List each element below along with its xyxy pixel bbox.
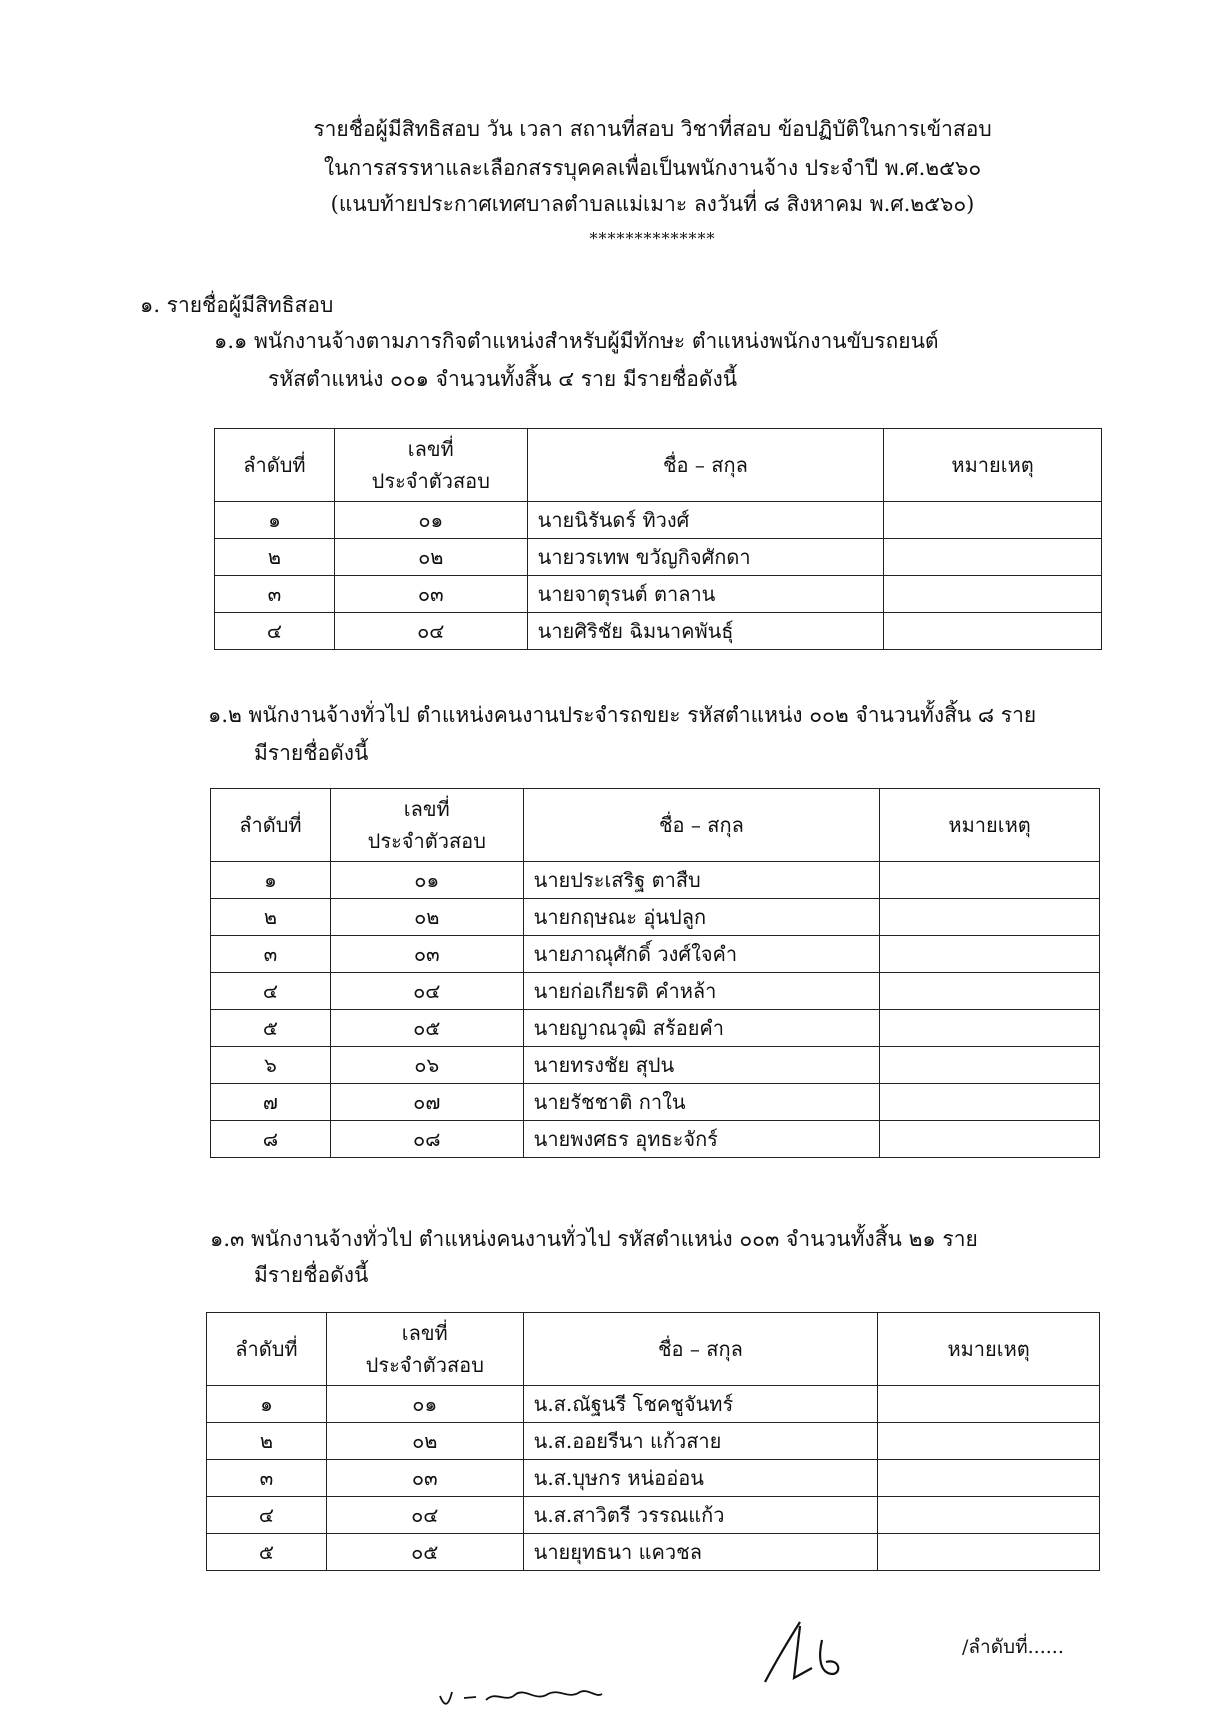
sub-1-2-heading-line-1: ๑.๒ พนักงานจ้างทั่วไป ตำแหน่งคนงานประจำรถขยะ รหัสตำแหน่ง ๐๐๒ จำนวนทั้งสิ้น ๘ ราย [208,703,1037,727]
table-row: ๖ ๐๖ นายทรงชัย สุปน [211,1047,1100,1084]
table-header-row [207,1313,1100,1386]
sub-1-3-heading-line-1: ๑.๓ พนักงานจ้างทั่วไป ตำแหน่งคนงานทั่วไป รหัสตำแหน่ง ๐๐๓ จำนวนทั้งสิ้น ๒๑ ราย [210,1227,978,1251]
table-row: ๒ ๐๒ นายกฤษณะ อุ่นปลูก [211,899,1100,936]
col-header-remark: หมายเหตุ [884,429,1102,502]
table-row: ๑ ๐๑ นายนิรันดร์ ทิวงศ์ [215,502,1102,539]
section-1-heading: ๑. รายชื่อผู้มีสิทธิสอบ [140,293,334,317]
table-row: ๑ ๐๑ น.ส.ณัฐนรี โชคชูจันทร์ [207,1386,1100,1423]
signature-mark [760,1618,850,1688]
col-header-name: ชื่อ – สกุล [523,789,880,862]
col-header-exam-no: เลขที่ ประจำตัวสอบ [326,1313,523,1386]
table-row: ๗ ๐๗ นายรัชชาติ กาใน [211,1084,1100,1121]
table-row: ๕ ๐๕ นายญาณวุฒิ สร้อยคำ [211,1010,1100,1047]
table-1-1 [214,428,1102,650]
col-header-remark: หมายเหตุ [878,1313,1100,1386]
table-row: ๓ ๐๓ นายภาณุศักดิ์ วงศ์ใจคำ [211,936,1100,973]
table-row: ๓ ๐๓ นายจาตุรนต์ ตาลาน [215,576,1102,613]
initials-mark [436,1684,606,1712]
table-row: ๓ ๐๓ น.ส.บุษกร หน่ออ่อน [207,1460,1100,1497]
table-row: ๘ ๐๘ นายพงศธร อุทธะจักร์ [211,1121,1100,1158]
sub-1-2-heading-line-2: มีรายชื่อดังนี้ [254,741,369,765]
col-header-remark: หมายเหตุ [880,789,1100,862]
table-row: ๑ ๐๑ นายประเสริฐ ตาสืบ [211,862,1100,899]
col-header-exam-no: เลขที่ ประจำตัวสอบ [330,789,523,862]
col-header-name: ชื่อ – สกุล [523,1313,878,1386]
col-header-name: ชื่อ – สกุล [527,429,884,502]
col-header-order: ลำดับที่ [215,429,335,502]
doc-title-line-2: ในการสรรหาและเลือกสรรบุคคลเพื่อเป็นพนักงานจ้าง ประจำปี พ.ศ.๒๕๖๐ [323,156,982,180]
table-row: ๔ ๐๔ นายศิริชัย ฉิมนาคพันธุ์ [215,613,1102,650]
col-header-order: ลำดับที่ [207,1313,327,1386]
doc-title-line-1: รายชื่อผู้มีสิทธิสอบ วัน เวลา สถานที่สอบ วิชาที่สอบ ข้อปฏิบัติในการเข้าสอบ [313,117,992,141]
table-header-row [211,789,1100,862]
table-row: ๔ ๐๔ นายก่อเกียรติ คำหล้า [211,973,1100,1010]
table-row: ๕ ๐๕ นายยุทธนา แควชล [207,1534,1100,1571]
table-row: ๒ ๐๒ นายวรเทพ ขวัญกิจศักดา [215,539,1102,576]
table-1-3 [206,1312,1100,1571]
col-header-exam-no: เลขที่ ประจำตัวสอบ [334,429,527,502]
sub-1-1-heading-line-1: ๑.๑ พนักงานจ้างตามภารกิจตำแหน่งสำหรับผู้มีทักษะ ตำแหน่งพนักงานขับรถยนต์ [214,329,939,353]
sub-1-3-heading-line-2: มีรายชื่อดังนี้ [254,1263,369,1287]
title-divider-stars: ************** [589,229,716,248]
table-row: ๒ ๐๒ น.ส.ออยรีนา แก้วสาย [207,1423,1100,1460]
sub-1-1-heading-line-2: รหัสตำแหน่ง ๐๐๑ จำนวนทั้งสิ้น ๔ ราย มีรายชื่อดังนี้ [268,367,738,391]
table-row: ๔ ๐๔ น.ส.สาวิตรี วรรณแก้ว [207,1497,1100,1534]
continued-footer: /ลำดับที่...... [962,1636,1064,1658]
col-header-order: ลำดับที่ [211,789,331,862]
table-header-row [215,429,1102,502]
table-1-2 [210,788,1100,1158]
doc-title-line-3: (แนบท้ายประกาศเทศบาลตำบลแม่เมาะ ลงวันที่ ๘ สิงหาคม พ.ศ.๒๕๖๐) [330,192,975,216]
